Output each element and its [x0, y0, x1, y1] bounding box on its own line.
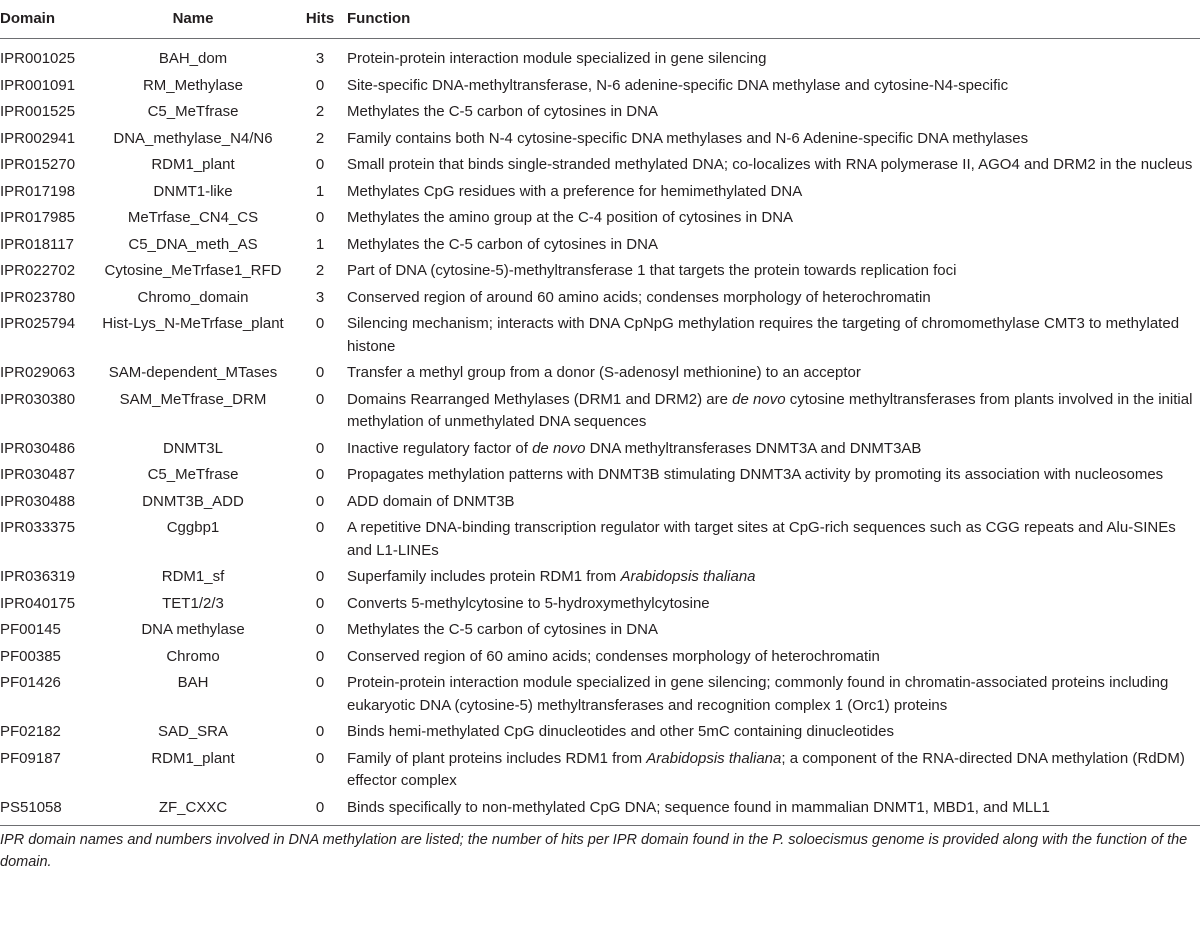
function-cell — [342, 719, 1200, 746]
table-row — [0, 719, 1200, 746]
table-footnote: IPR domain names and numbers involved in DNA methylation are listed; the number of hits per IPR domain found in the P. soloecismus genome is provided along with the function of the domain. — [0, 832, 1188, 870]
function-text: Family contains both N-4 cytosine-specific DNA methylases and N-6 Adenine-specific DNA methylases — [347, 129, 1029, 147]
name-cell: Cggbp1 — [166, 519, 220, 536]
name-cell: C5_DNA_meth_AS — [128, 235, 258, 253]
hits-cell: 0 — [315, 156, 325, 173]
function-text: Family of plant proteins includes RDM1 from — [347, 749, 647, 767]
table-row — [0, 387, 1200, 436]
function-text: Protein-protein interaction module specialized in gene silencing — [347, 50, 767, 67]
table-row — [0, 436, 1200, 463]
table-row — [0, 644, 1200, 671]
function-cell — [342, 205, 1200, 232]
hits-cell: 0 — [315, 568, 325, 585]
name-cell: C5_MeTfrase — [147, 103, 239, 120]
domain-cell: IPR040175 — [0, 594, 76, 612]
hits-cell: 0 — [315, 647, 325, 665]
hits-cell: 3 — [315, 50, 325, 67]
hits-cell: 0 — [315, 209, 325, 226]
table-row — [0, 99, 1200, 126]
function-cell — [342, 436, 1200, 463]
hits-cell: 0 — [315, 364, 325, 381]
function-text: Methylates the C-5 carbon of cytosines in DNA — [347, 103, 658, 120]
domain-cell: PS51058 — [0, 795, 88, 826]
name-cell: DNMT3B_ADD — [142, 492, 244, 510]
function-text: ADD domain of DNMT3B — [347, 492, 515, 510]
function-cell — [342, 746, 1200, 795]
table-body — [0, 39, 1200, 826]
function-text: Inactive regulatory factor of — [347, 439, 533, 457]
name-cell: Cytosine_MeTrfase1_RFD — [104, 262, 282, 279]
hits-cell: 0 — [315, 315, 325, 332]
header-domain: Domain — [0, 0, 88, 39]
domain-cell: IPR018117 — [0, 235, 74, 253]
function-text: Superfamily includes protein RDM1 from — [347, 568, 621, 585]
name-cell: RDM1_plant — [151, 749, 235, 767]
function-cell — [342, 258, 1200, 285]
function-italic-text: Arabidopsis thaliana — [620, 568, 756, 585]
domain-cell: IPR033375 — [0, 519, 76, 536]
function-cell — [342, 73, 1200, 100]
function-cell — [342, 99, 1200, 126]
hits-cell: 0 — [315, 621, 325, 638]
hits-cell: 0 — [315, 594, 325, 612]
function-cell — [342, 462, 1200, 489]
table-header — [0, 0, 1200, 39]
function-cell — [342, 311, 1200, 360]
function-text: Conserved region of 60 amino acids; condenses morphology of heterochromatin — [347, 647, 880, 665]
function-cell — [342, 39, 1200, 73]
hits-cell: 2 — [315, 129, 325, 147]
function-cell — [342, 232, 1200, 259]
function-cell — [342, 795, 1200, 826]
table-row — [0, 285, 1200, 312]
table-row — [0, 591, 1200, 618]
domain-cell: PF00385 — [0, 647, 61, 665]
domain-cell: IPR015270 — [0, 156, 76, 173]
name-cell: DNMT3L — [162, 439, 223, 457]
function-text: Conserved region of around 60 amino acids; condenses morphology of heterochromatin — [347, 288, 931, 306]
function-cell — [342, 617, 1200, 644]
domain-cell: IPR029063 — [0, 364, 76, 381]
table-row — [0, 564, 1200, 591]
domain-cell: IPR025794 — [0, 315, 76, 332]
function-text: Protein-protein interaction module specialized in gene silencing; commonly found in chromatin-associated proteins including eukaryotic DNA (cytosine-5) methyltransferases and recognition complex 1 (Orc1) proteins — [347, 674, 1169, 714]
domain-cell: PF00145 — [0, 621, 61, 638]
domain-cell: IPR002941 — [0, 129, 76, 147]
name-cell: DNMT1-like — [153, 182, 233, 200]
function-text: Small protein that binds single-stranded methylated DNA; co-localizes with RNA polymerase II, AGO4 and DRM2 in the nucleus — [347, 156, 1193, 173]
function-cell — [342, 644, 1200, 671]
table-row — [0, 489, 1200, 516]
table-row — [0, 515, 1200, 564]
name-cell: RDM1_plant — [151, 156, 235, 173]
function-cell — [342, 564, 1200, 591]
name-cell: BAH — [177, 674, 209, 691]
function-cell — [342, 126, 1200, 153]
table-row — [0, 152, 1200, 179]
function-text: Part of DNA (cytosine-5)-methyltransferase 1 that targets the protein towards replication foci — [347, 262, 957, 279]
table-row — [0, 258, 1200, 285]
function-text: Silencing mechanism; interacts with DNA CpNpG methylation requires the targeting of chromomethylase CMT3 to methylated histone — [347, 315, 1180, 355]
domain-cell: IPR030486 — [0, 439, 76, 457]
function-text: Binds hemi-methylated CpG dinucleotides and other 5mC containing dinucleotides — [347, 723, 894, 740]
name-cell: MeTrfase_CN4_CS — [127, 209, 259, 226]
name-cell: BAH_dom — [158, 50, 228, 67]
domain-cell: IPR030487 — [0, 466, 76, 483]
name-cell: Chromo — [166, 647, 220, 665]
table-row — [0, 617, 1200, 644]
name-cell: ZF_CXXC — [88, 795, 298, 826]
header-function: Function — [342, 0, 1200, 39]
function-cell — [342, 360, 1200, 387]
name-cell: C5_MeTfrase — [147, 466, 239, 483]
function-text: Site-specific DNA-methyltransferase, N-6 adenine-specific DNA methylase and cytosine-N4-specific — [347, 76, 1009, 94]
hits-cell: 1 — [315, 235, 325, 253]
domain-cell: IPR017198 — [0, 182, 76, 200]
hits-cell: 0 — [315, 492, 325, 510]
table-row — [0, 360, 1200, 387]
function-italic-text: Arabidopsis thaliana — [646, 749, 782, 767]
function-text: Methylates the amino group at the C-4 position of cytosines in DNA — [347, 209, 794, 226]
name-cell: SAM_MeTfrase_DRM — [119, 390, 267, 408]
function-text: DNA methyltransferases DNMT3A and DNMT3AB — [585, 439, 922, 457]
table-row — [0, 462, 1200, 489]
function-cell — [342, 489, 1200, 516]
table-row — [0, 205, 1200, 232]
hits-cell: 0 — [315, 674, 325, 691]
domain-cell: IPR022702 — [0, 262, 76, 279]
domain-cell: IPR023780 — [0, 288, 76, 306]
function-cell — [342, 179, 1200, 206]
function-italic-text: de novo — [732, 390, 786, 408]
name-cell: SAM-dependent_MTases — [108, 364, 278, 381]
name-cell: SAD_SRA — [157, 723, 229, 740]
table-row — [0, 39, 1200, 73]
hits-cell: 0 — [315, 749, 325, 767]
table-row — [0, 670, 1200, 719]
function-text: Domains Rearranged Methylases (DRM1 and DRM2) are — [347, 390, 733, 408]
name-cell: TET1/2/3 — [162, 594, 224, 612]
domain-cell: PF02182 — [0, 723, 61, 740]
function-text: A repetitive DNA-binding transcription regulator with target sites at CpG-rich sequences such as CGG repeats and Alu-SINEs and L1-LINEs — [347, 519, 1176, 559]
hits-cell: 0 — [315, 466, 325, 483]
table-row — [0, 179, 1200, 206]
function-cell — [342, 152, 1200, 179]
function-cell — [342, 591, 1200, 618]
hits-cell: 3 — [315, 288, 325, 306]
function-text: Methylates CpG residues with a preference for hemimethylated DNA — [347, 182, 803, 200]
domain-cell: IPR036319 — [0, 568, 76, 585]
function-text: Converts 5-methylcytosine to 5-hydroxymethylcytosine — [347, 594, 710, 612]
domain-cell: IPR001025 — [0, 50, 76, 67]
function-cell — [342, 670, 1200, 719]
function-text: Methylates the C-5 carbon of cytosines in DNA — [347, 235, 658, 253]
hits-cell: 0 — [315, 76, 325, 94]
table-row — [0, 311, 1200, 360]
hits-cell: 0 — [315, 390, 325, 408]
function-cell — [342, 387, 1200, 436]
function-italic-text: de novo — [532, 439, 586, 457]
name-cell: RDM1_sf — [161, 568, 225, 585]
function-text: ; a component of the RNA-directed DNA methylation (RdDM) effector complex — [347, 749, 1185, 789]
domain-cell: IPR001525 — [0, 103, 76, 120]
name-cell: DNA_methylase_N4/N6 — [113, 129, 273, 147]
domain-cell: IPR001091 — [0, 76, 76, 94]
function-text: Methylates the C-5 carbon of cytosines in DNA — [347, 621, 658, 638]
function-cell — [342, 515, 1200, 564]
header-name: Name — [88, 0, 298, 39]
hits-cell: 0 — [315, 723, 325, 740]
hits-cell: 1 — [315, 182, 325, 200]
table-row — [0, 232, 1200, 259]
header-row — [0, 0, 1200, 39]
function-text: cytosine methyltransferases from plants involved in the initial methylation of unmethylated DNA sequences — [347, 390, 1193, 430]
domain-cell: PF09187 — [0, 749, 61, 767]
domain-cell: IPR030488 — [0, 492, 76, 510]
header-hits: Hits — [298, 0, 342, 39]
function-text: Binds specifically to non-methylated CpG DNA; sequence found in mammalian DNMT1, MBD1, and MLL1 — [347, 798, 1050, 816]
table-row — [0, 126, 1200, 153]
table-row — [0, 746, 1200, 795]
function-text: Propagates methylation patterns with DNMT3B stimulating DNMT3A activity by promoting its association with nucleosomes — [347, 466, 1164, 483]
domain-cell: PF01426 — [0, 674, 61, 691]
domain-cell: IPR030380 — [0, 390, 76, 408]
hits-cell: 2 — [315, 262, 325, 279]
function-text: Transfer a methyl group from a donor (S-adenosyl methionine) to an acceptor — [347, 364, 861, 381]
name-cell: DNA methylase — [141, 621, 245, 638]
table-row — [0, 73, 1200, 100]
hits-cell: 0 — [315, 439, 325, 457]
name-cell: Hist-Lys_N-MeTrfase_plant — [102, 315, 284, 332]
hits-cell: 0 — [298, 795, 342, 826]
name-cell: RM_Methylase — [142, 76, 244, 94]
table-row — [0, 795, 1200, 826]
name-cell: Chromo_domain — [137, 288, 249, 306]
function-cell — [342, 285, 1200, 312]
domain-cell: IPR017985 — [0, 209, 76, 226]
hits-cell: 2 — [315, 103, 325, 120]
hits-cell: 0 — [315, 519, 325, 536]
